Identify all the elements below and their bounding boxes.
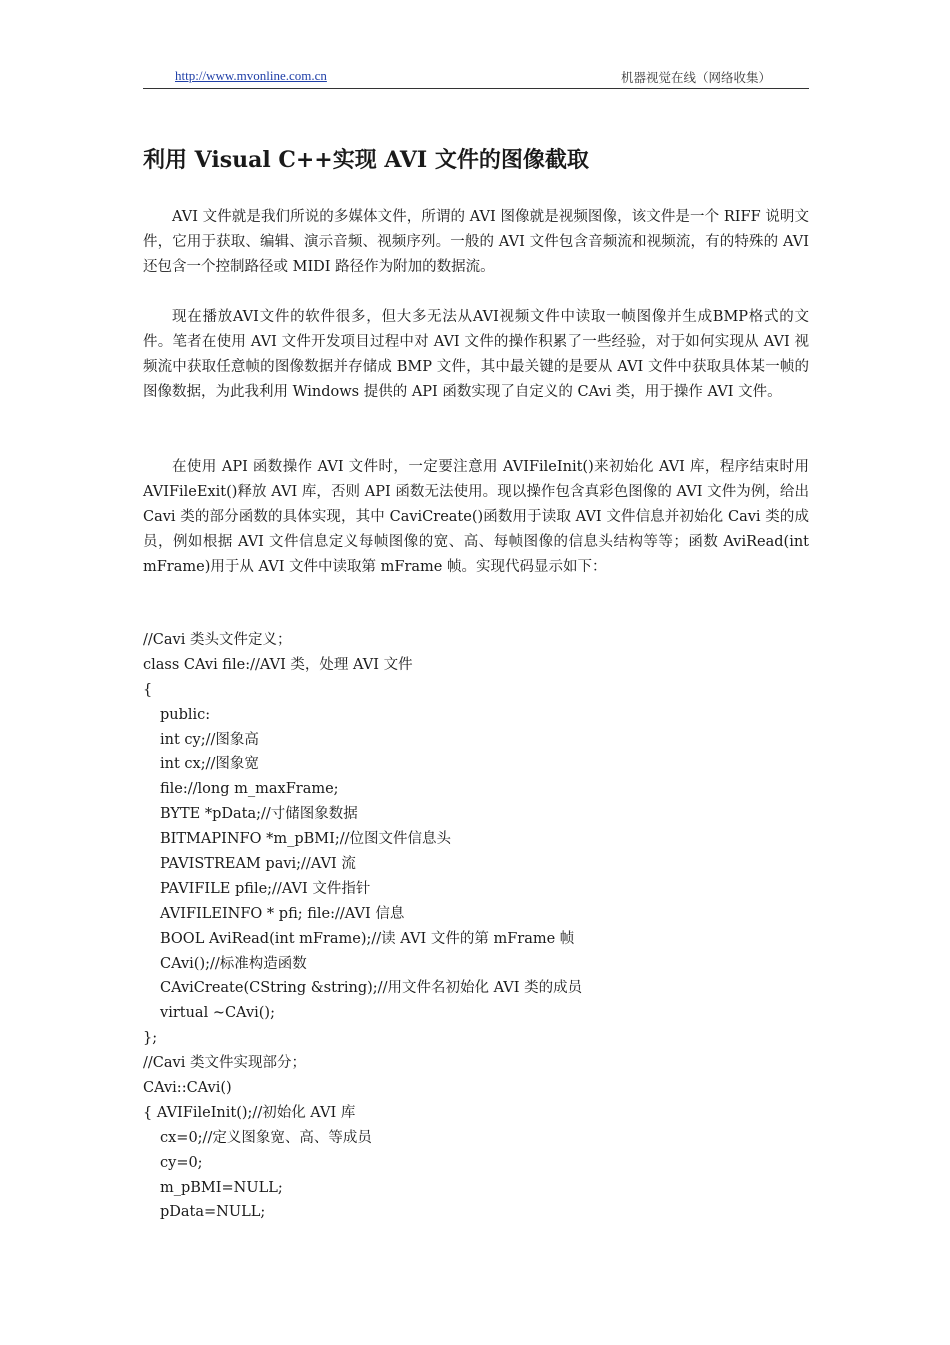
code-line: //Cavi 类文件实现部分； [143, 1055, 306, 1072]
code-line: int cy;//图象高 [160, 731, 259, 748]
code-line: BYTE *pData;//寸储图象数据 [160, 806, 358, 823]
code-line: cx=0;//定义图象宽、高、等成员 [160, 1129, 372, 1146]
code-line: BOOL AviRead(int mFrame);//读 AVI 文件的第 mFrame 帧 [160, 930, 575, 947]
code-line: CAvi::CAvi() [143, 1080, 232, 1097]
page-header [143, 66, 809, 89]
code-line: int cx;//图象宽 [160, 756, 259, 773]
code-line: { [143, 681, 153, 698]
header-site-name: 机器视觉在线（网络收集） [620, 70, 771, 85]
code-line: PAVIFILE pfile;//AVI 文件指针 [160, 880, 371, 897]
code-line: pData=NULL; [160, 1204, 266, 1221]
code-line: }; [143, 1030, 158, 1047]
code-line: CAviCreate(CString &string);//用文件名初始化 AVI 类的成员 [160, 980, 583, 997]
paragraph-intro: AVI 文件就是我们所说的多媒体文件，所谓的 AVI 图像就是视频图像，该文件是一个 RIFF 说明文件，它用于获取、编辑、演示音频、视频序列。一般的 AVI 文件包含音频流和视频流，有的特殊的 AVI 还包含一个控制路径或 MIDI 路径作为附加的数据流。 [143, 209, 809, 275]
paragraph-api-usage: 在使用 API 函数操作 AVI 文件时，一定要注意用 AVIFileInit()来初始化 AVI 库，程序结束时用 AVIFileExit()释放 AVI 库，否则 API 函数无法使用。现以操作包含真彩色图像的 AVI 文件为例，给出 Cavi 类的部分函数的具体实现，其中 CaviCreate()函数用于读取 AVI 文件信息并初始化 Cavi 类的成员，例如根据 AVI 文件信息定义每帧图像的宽、高、每帧图像的信息头结构等等；函数 AviRead(int mFrame)用于从 AVI 文件中读取第 mFrame 帧。实现代码显示如下： [143, 459, 809, 575]
code-line: PAVISTREAM pavi;//AVI 流 [160, 856, 356, 873]
header-url-link[interactable]: http://www.mvonline.com.cn [175, 68, 327, 83]
code-line: virtual ~CAvi(); [160, 1005, 275, 1022]
code-line: AVIFILEINFO * pfi; file://AVI 信息 [160, 905, 405, 922]
code-line: { AVIFileInit();//初始化 AVI 库 [143, 1104, 356, 1121]
code-line: CAvi();//标准构造函数 [160, 955, 307, 972]
code-line: BITMAPINFO *m_pBMI;//位图文件信息头 [160, 831, 452, 848]
code-line: cy=0; [160, 1154, 203, 1171]
code-line: //Cavi 类头文件定义； [143, 632, 292, 648]
paragraph-background: 现在播放AVI文件的软件很多，但大多无法从AVI视频文件中读取一帧图像并生成BMP格式的文件。笔者在使用 AVI 文件开发项目过程中对 AVI 文件的操作积累了一些经验，对于如何实现从 AVI 视频流中获取任意帧的图像数据并存储成 BMP 文件，其中最关键的是要从 AVI 文件中获取具体某一帧的图像数据，为此我利用 Windows 提供的 API 函数实现了自定义的 CAvi 类，用于操作 AVI 文件。 [143, 309, 809, 400]
code-line: public: [160, 706, 211, 723]
code-line: class CAvi file://AVI 类，处理 AVI 文件 [143, 656, 413, 673]
code-line: m_pBMI=NULL; [160, 1179, 283, 1196]
code-listing [143, 628, 809, 1225]
code-line: file://long m_maxFrame; [160, 781, 339, 798]
article-title: 利用 Visual C++实现 AVI 文件的图像截取 [143, 147, 589, 173]
